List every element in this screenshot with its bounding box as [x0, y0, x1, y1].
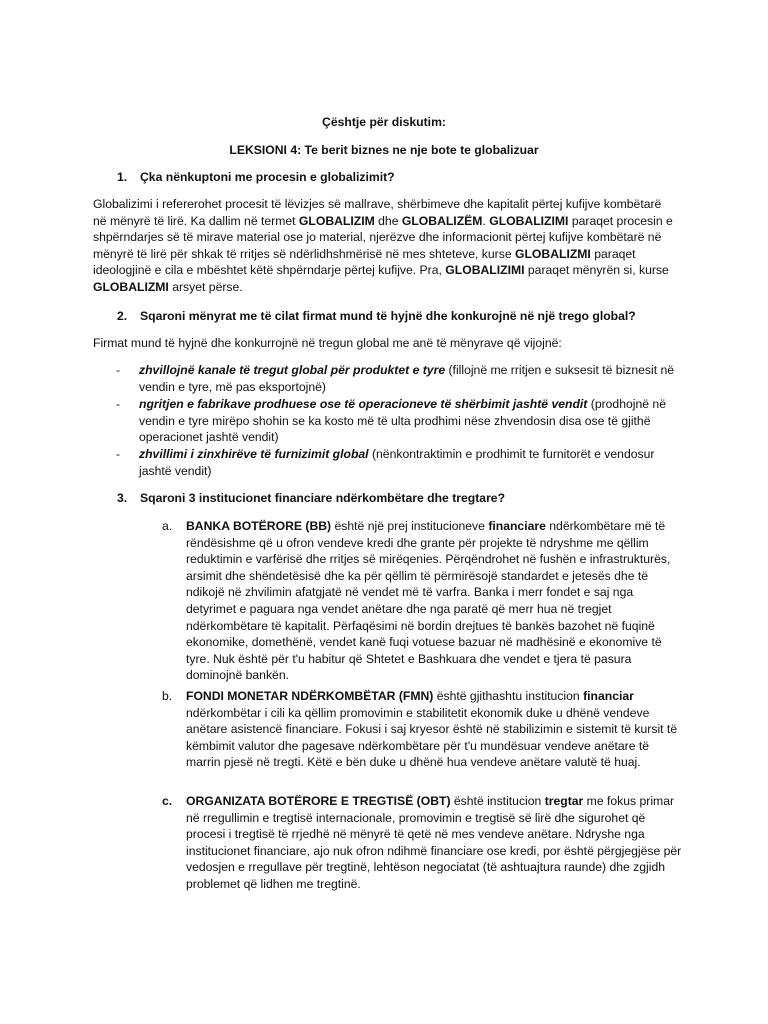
bullet-detail-2: (prodhojnë në vendin e tyre mirëpo shohin se ka kosto më të ulta prodhimi nëse zhvendosin disa ose të gjithë operacionet jashtë vendit)	[139, 397, 666, 445]
bullet-item-3	[116, 446, 676, 479]
question-2-number: 2.	[117, 309, 128, 323]
document-title: Çështje për diskutim:	[322, 115, 446, 129]
institution-desc-b-2: ndërkombëtar i cili ka qëllim promovimin e stabilitetit ekonomik duke u dhënë vendeve anëtare asistencë financiare. Fokusi i saj kryesor është në stabilizimin e sistemit të kursit të këmbimit valutor dhe pagesave ndërkombëtare për t'u mundësuar vendeve anëtare të marrin pjesë në tregti. Këtë e bën duke u dhënë hua vendeve anëtare valutë të huaj.	[186, 705, 678, 770]
institution-name-b: FONDI MONETAR NDËRKOMBËTAR (FMN)	[186, 689, 434, 703]
institution-text-b	[186, 688, 682, 771]
institution-letter-c: c.	[162, 794, 173, 808]
bullet-dash-3: -	[116, 447, 121, 461]
bullet-dash-1: -	[116, 363, 121, 377]
answer-1-bold-2: GLOBALIZËM	[401, 213, 483, 228]
bullet-dash-2: -	[116, 397, 121, 411]
institution-item-a	[162, 518, 682, 684]
bullet-text-2	[139, 396, 676, 446]
question-1-heading	[117, 169, 395, 186]
answer-1-text-5: paraqet ideologjinë e cila e mbështet këtë shpërndarje përtej kufijve. Pra,	[93, 246, 636, 278]
bullet-item-1	[116, 362, 676, 395]
bullet-text-1	[139, 362, 676, 395]
bullet-detail-3: (nënkontraktimin e prodhimit te furnitorët e vendosur jashtë vendit)	[139, 447, 655, 478]
institution-desc-a-2: ndërkombëtare më të rëndësishme që u ofron vendeve kredi dhe grante për projekte të ndryshme me qëllim reduktimin e varfërisë dhe rritjes së mirëqenies. Përqëndrohet në fushën e infrastrukturës, arsimit dhe shëndetësisë dhe ka për qëllim të përmirësojë standardet e jetesës dhe të ndikojë në zhvilimin afatgjatë në vendet më të varfra. Banka i merr fondet e saj nga detyrimet e paguara nga vendet anëtare dhe nga paratë që merr hua në tregjet ndërkombëtare të kapitalit. Përfaqësimi në bordin drejtues të bankës bazohet në fuqinë ekonomike, domethënë, vendet kanë fuqi votuese bazuar në madhësinë e ekonomive të tyre. Nuk është për t'u habitur që Shtetet e Bashkuara dhe vendet e tjera të pasura dominojnë bankën.	[186, 519, 671, 683]
institution-desc-c-1: është institucion	[450, 794, 545, 808]
answer-1-bold-4: GLOBALIZMI	[515, 246, 591, 261]
institution-keyword-c: tregtar	[544, 794, 584, 808]
answer-1-text-6: paraqet mënyrën si, kurse	[524, 263, 669, 278]
answer-1-text-1: Globalizimi i refererohet procesit të lëvizjes së mallrave, shërbimeve dhe kapitalit përtej kufijve kombëtarë në mënyrë të lirë. Ka dallim në termet	[93, 197, 662, 228]
institution-desc-a-1: është një prej institucioneve	[331, 519, 489, 533]
bullet-text-3	[139, 446, 676, 479]
question-3-text: Sqaroni 3 institucionet financiare ndërkombëtare dhe tregtare?	[140, 491, 506, 505]
question-1-number: 1.	[117, 170, 128, 184]
bullet-detail-1: (fillojnë me rritjen e suksesit të biznesit në vendin e tyre, më pas eksportojnë)	[139, 363, 675, 394]
institution-keyword-b: financiar	[583, 689, 634, 703]
answer-1-paragraph	[93, 196, 673, 296]
bullet-item-2	[116, 396, 676, 446]
question-2-text: Sqaroni mënyrat me të cilat firmat mund të hyjnë dhe konkurojnë në një trego global?	[140, 309, 636, 323]
institution-item-b	[162, 688, 682, 771]
lesson-title: LEKSIONI 4: Te berit biznes ne nje bote te globalizuar	[229, 143, 539, 157]
institution-keyword-a: financiare	[488, 519, 546, 533]
institution-desc-c-2: me fokus primar në rregullimin e tregtisë internacionale, promovimin e tregtisë së lirë dhe sigurohet që procesi i tregtisë të rrjedhë në mënyrë të qetë në mes vendeve anëtare. Ndryshe nga institucionet financiare, ajo nuk ofron ndihmë financiare ose kredi, por është përgjegjëse për vedosjen e rregullave për tregtinë, lehtëson negociatat (të ashtuajtura raunde) dhe zgjidh problemet që lidhen me tregtinë.	[186, 794, 682, 891]
answer-2-intro: Firmat mund të hyjnë dhe konkurrojnë në tregun global me anë të mënyrave që vijojnë:	[93, 336, 562, 350]
answer-1-bold-1: GLOBALIZIM	[298, 213, 375, 228]
bullet-emphasis-1: zhvillojnë kanale të tregut global për produktet e tyre	[139, 363, 446, 377]
answer-1-text-7: arsyet përse.	[168, 279, 243, 294]
institution-desc-b-1: është gjithashtu institucion	[433, 689, 584, 703]
question-2-heading	[117, 308, 636, 325]
answer-1-text-4: paraqet procesin e shpërndarjes së të mirave material ose jo material, njerëzve dhe informacionit përtej kufijve kombëtarë në mënyrë të lirë për shkak të rritjes së ndërlidhshmërisë në mes shteteve, kurse	[93, 213, 673, 261]
answer-1-bold-3: GLOBALIZIMI	[489, 213, 569, 228]
institution-text-a	[186, 518, 682, 684]
bullet-emphasis-2: ngritjen e fabrikave prodhuese ose të operacioneve të shërbimit jashtë vendit	[139, 397, 588, 411]
bullet-emphasis-3: zhvillimi i zinxhirëve të furnizimit global	[139, 447, 369, 461]
institution-letter-a: a.	[162, 519, 173, 533]
question-1-text: Çka nënkuptoni me procesin e globalizimit?	[140, 170, 395, 184]
answer-1-text-2: dhe	[374, 213, 402, 228]
institution-text-c	[186, 793, 682, 893]
question-3-number: 3.	[117, 491, 128, 505]
institution-item-c	[162, 793, 682, 893]
institution-letter-b: b.	[162, 689, 173, 703]
answer-1-text-3: .	[482, 213, 490, 228]
institution-name-c: ORGANIZATA BOTËRORE E TREGTISË (OBT)	[186, 794, 451, 808]
answer-1-bold-5: GLOBALIZIMI	[445, 263, 525, 278]
institution-name-a: BANKA BOTËRORE (BB)	[186, 519, 332, 533]
answer-1-bold-6: GLOBALIZMI	[93, 279, 169, 294]
question-3-heading	[117, 490, 505, 507]
